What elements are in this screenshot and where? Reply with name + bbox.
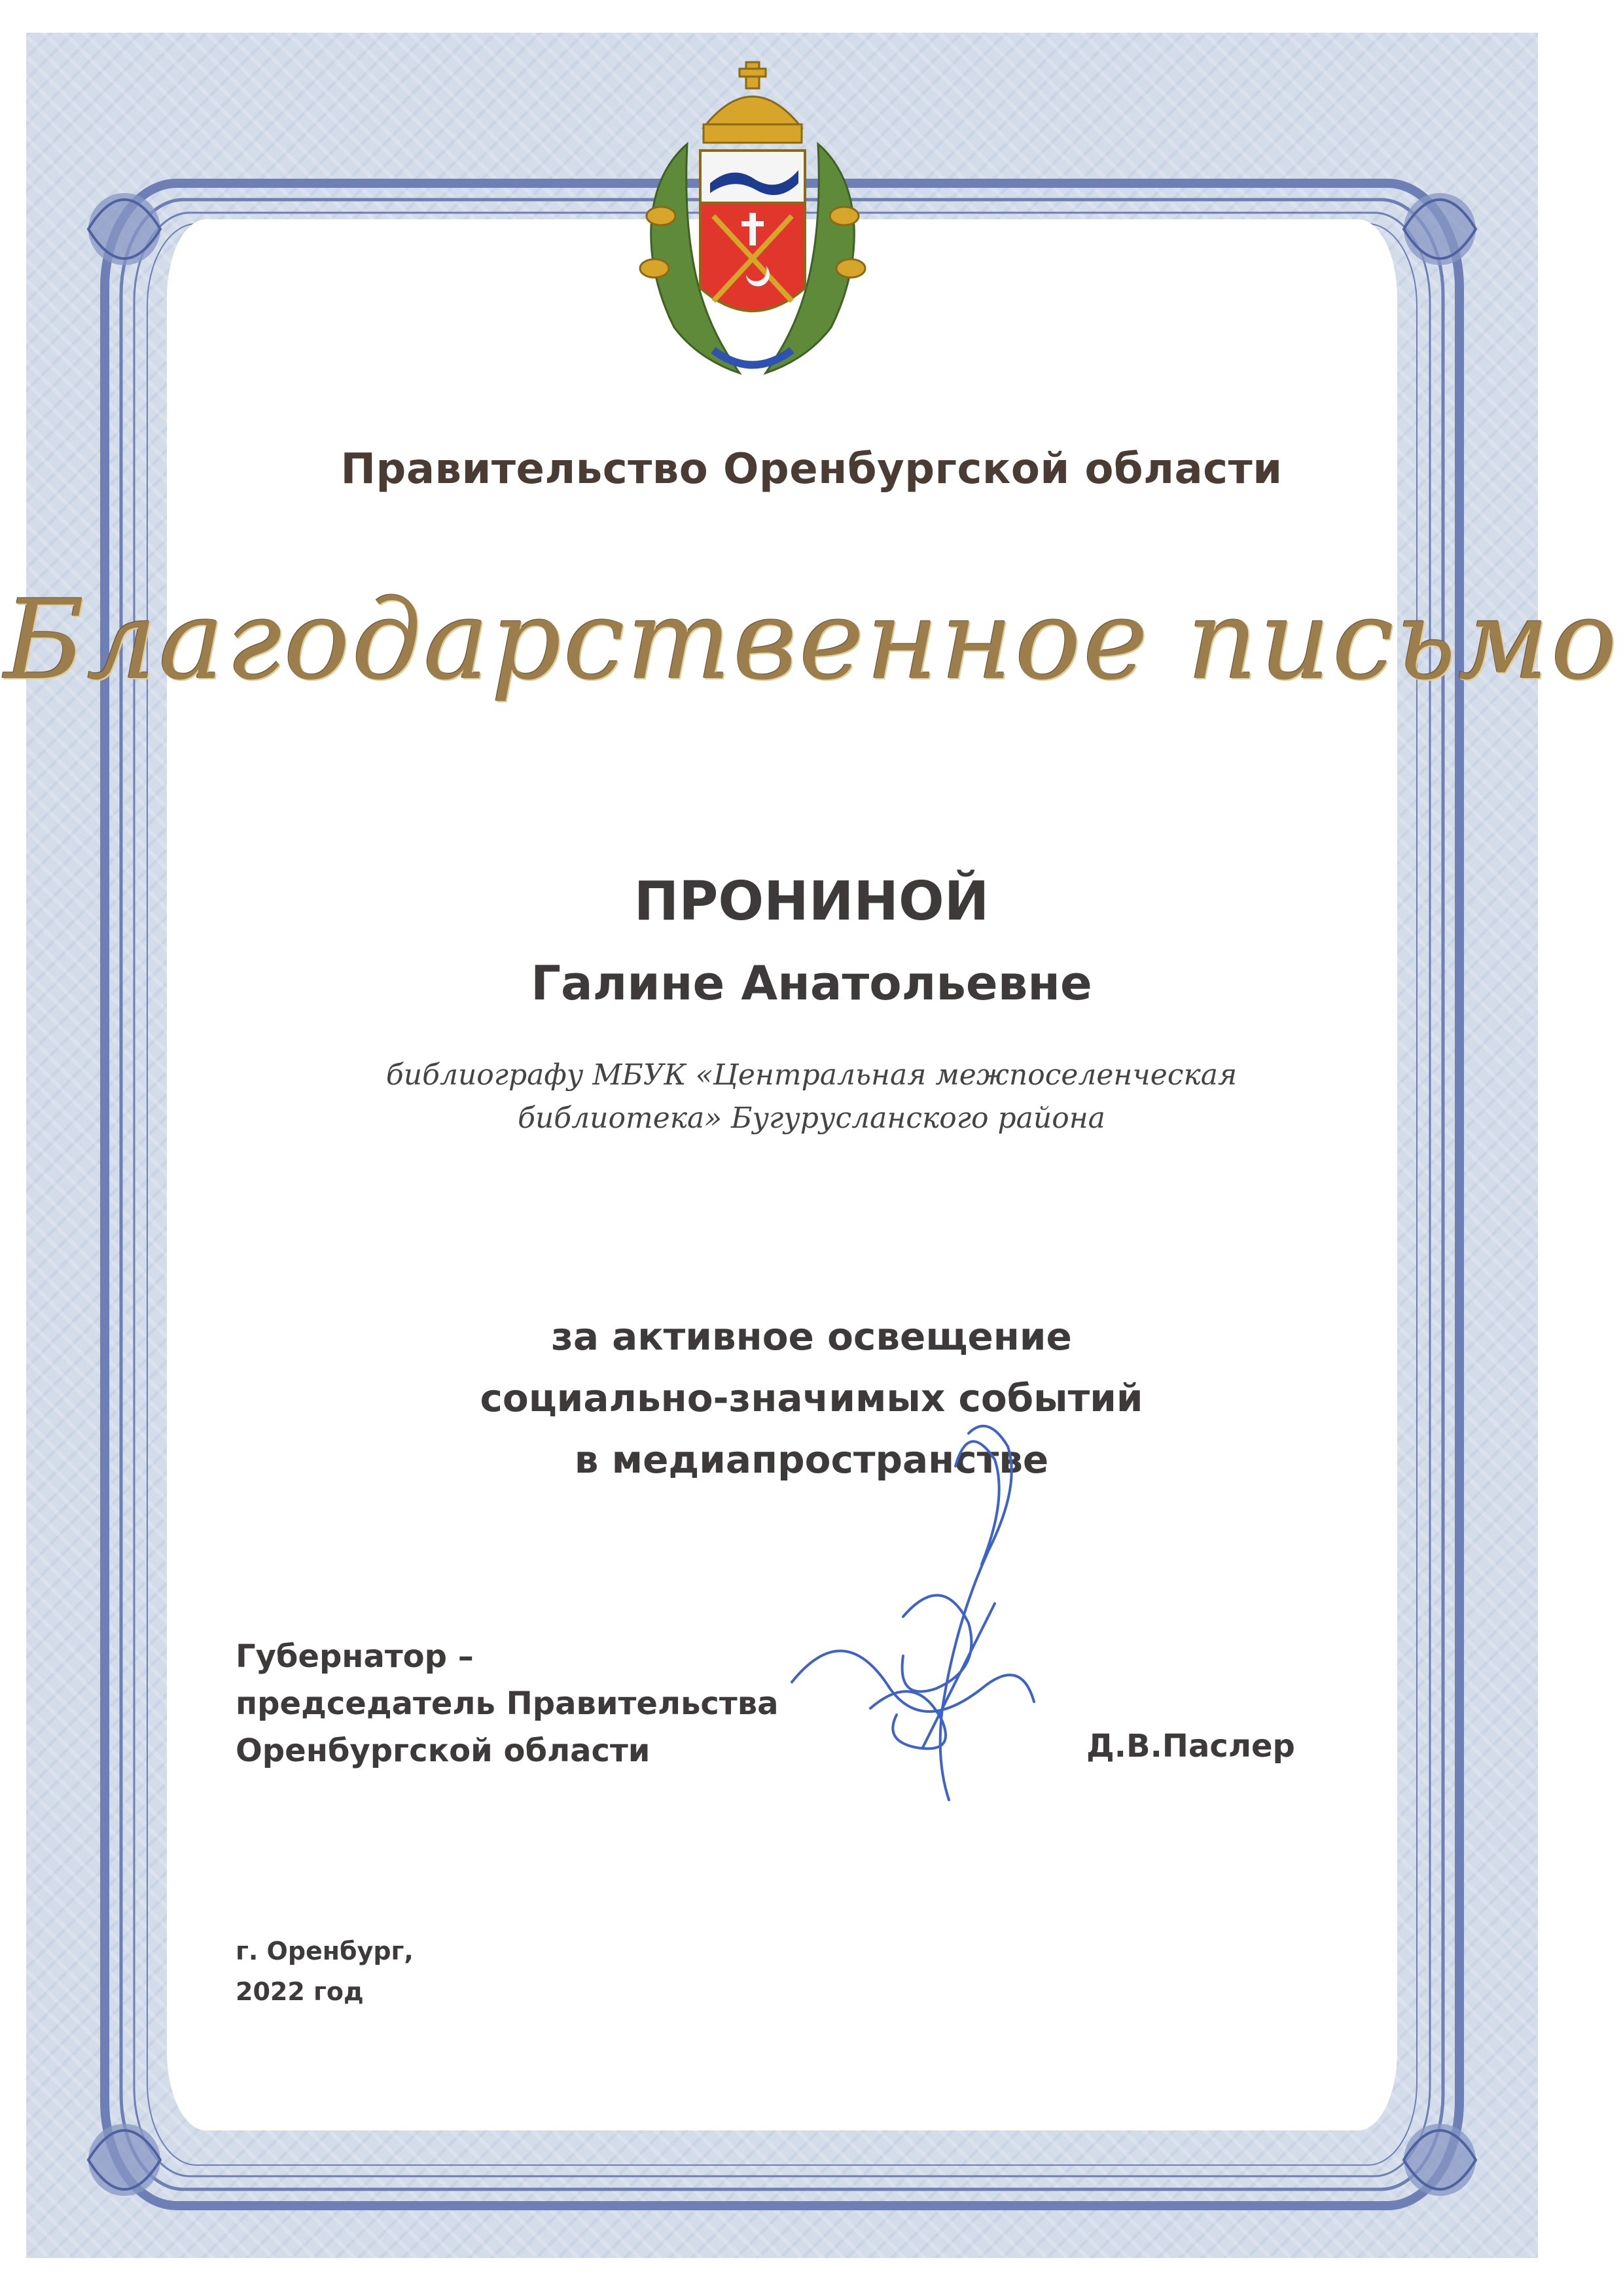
recipient-name: Галине Анатольевне [531, 956, 1092, 1011]
letter-title: Благодарственное письмо [3, 576, 1620, 704]
recipient-position [0, 1054, 1623, 1140]
award-reason-line: социально-значимых событий [480, 1376, 1143, 1420]
recipient-position-line: библиографу МБУК «Центральная межпоселенческая [385, 1058, 1238, 1092]
certificate-inner-field [167, 219, 1397, 2130]
recipient-position-line: библиотека» Бугурусланского района [518, 1102, 1105, 1135]
signatory-title [236, 1633, 778, 1774]
signatory-name: Д.В.Паслер [1086, 1728, 1295, 1765]
year-line: 2022 год [236, 1977, 364, 2006]
orenburg-coat-of-arms-icon [615, 52, 890, 393]
award-reason-line: за активное освещение [551, 1314, 1072, 1359]
recipient-surname: ПРОНИНОЙ [633, 870, 990, 933]
place-and-date [236, 1931, 414, 2012]
signatory-title-line: председатель Правительства [236, 1685, 779, 1722]
award-reason-line: в медиапространстве [574, 1437, 1049, 1482]
signatory-title-line: Губернатор – [236, 1638, 474, 1675]
signatory-title-line: Оренбургской области [236, 1732, 651, 1769]
issuer-title: Правительство Оренбургской области [340, 445, 1283, 493]
place-line: г. Оренбург, [236, 1937, 414, 1965]
